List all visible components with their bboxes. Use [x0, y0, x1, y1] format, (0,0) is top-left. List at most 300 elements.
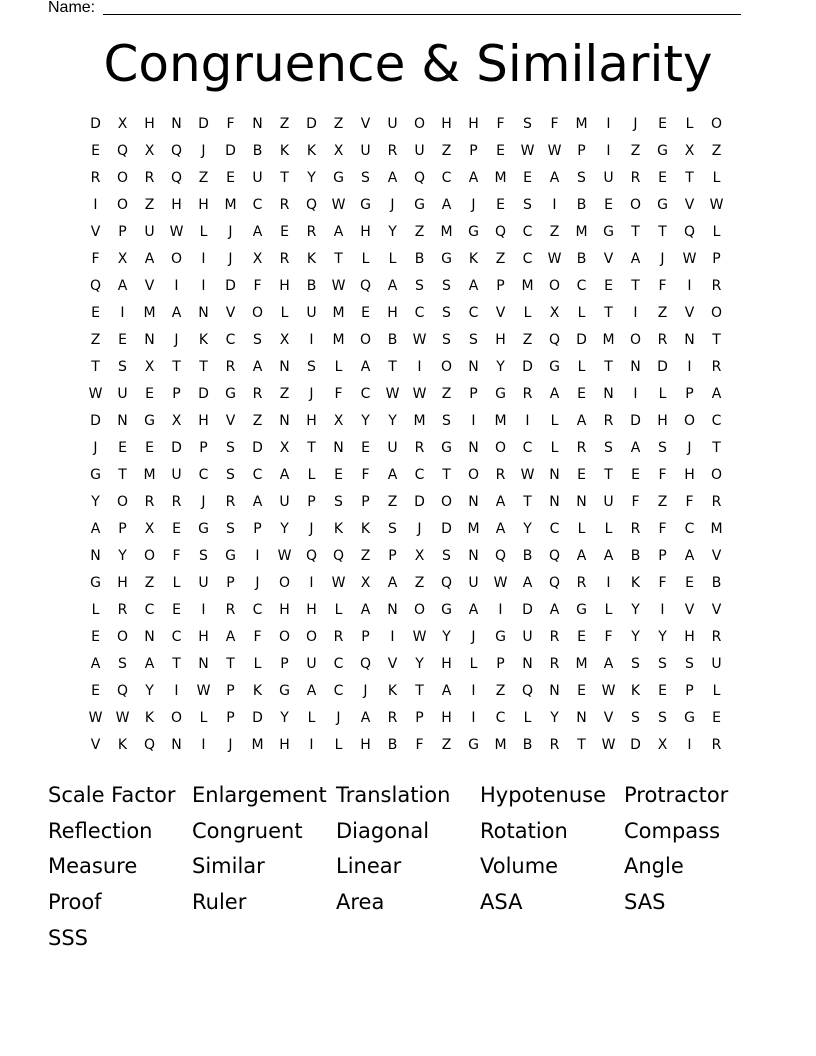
grid-letter: K	[279, 143, 290, 159]
grid-letter: U	[522, 629, 533, 645]
grid-letter: R	[252, 386, 263, 402]
grid-letter: S	[685, 656, 694, 672]
grid-letter: O	[305, 629, 318, 645]
grid-letter: G	[684, 710, 695, 726]
grid-letter: T	[712, 332, 721, 348]
grid-letter: G	[495, 386, 506, 402]
grid-letter: R	[90, 170, 101, 186]
grid-letter: P	[172, 386, 181, 402]
grid-letter: N	[171, 737, 182, 753]
grid-letter: Z	[279, 116, 290, 132]
word-list-item: Translation	[336, 783, 451, 807]
grid-letter: G	[441, 251, 452, 267]
grid-letter: D	[630, 413, 641, 429]
grid-letter: Q	[413, 170, 426, 186]
grid-letter: A	[90, 656, 101, 672]
word-list-item: Ruler	[192, 890, 247, 915]
grid-letter: A	[603, 656, 614, 672]
grid-letter: C	[522, 224, 533, 240]
grid-letter: H	[360, 737, 371, 753]
grid-letter: A	[333, 224, 344, 240]
grid-letter: E	[334, 467, 343, 483]
grid-letter: T	[577, 737, 586, 753]
word-list-item: Measure	[48, 854, 138, 879]
grid-letter: T	[685, 170, 694, 186]
grid-letter: N	[468, 494, 479, 510]
grid-letter: R	[279, 251, 290, 267]
grid-letter: W	[520, 467, 535, 483]
grid-letter: I	[255, 548, 260, 564]
grid-letter: S	[442, 332, 451, 348]
grid-letter: A	[630, 251, 641, 267]
grid-letter: J	[93, 440, 98, 456]
grid-letter: I	[93, 197, 98, 213]
grid-letter: U	[252, 170, 263, 186]
grid-letter: N	[198, 305, 209, 321]
grid-letter: E	[118, 332, 127, 348]
grid-letter: S	[307, 359, 316, 375]
grid-letter: A	[144, 251, 155, 267]
grid-letter: M	[143, 305, 156, 321]
grid-letter: S	[442, 305, 451, 321]
grid-letter: H	[279, 737, 290, 753]
grid-letter: Y	[550, 710, 559, 726]
grid-letter: M	[575, 116, 588, 132]
grid-letter: Z	[414, 575, 425, 591]
grid-letter: K	[117, 737, 128, 753]
grid-letter: C	[144, 602, 155, 618]
grid-letter: S	[442, 278, 451, 294]
grid-letter: W	[412, 629, 427, 645]
grid-letter: F	[253, 278, 262, 294]
grid-letter: Q	[116, 143, 129, 159]
grid-letter: U	[414, 143, 425, 159]
grid-letter: E	[496, 197, 505, 213]
grid-letter: R	[117, 602, 128, 618]
grid-letter: L	[712, 170, 721, 186]
grid-letter: I	[201, 737, 206, 753]
grid-letter: Z	[144, 575, 155, 591]
grid-letter: D	[252, 440, 263, 456]
grid-letter: Z	[495, 251, 506, 267]
grid-letter: D	[198, 386, 209, 402]
grid-letter: Q	[116, 683, 129, 699]
grid-letter: H	[441, 710, 452, 726]
grid-letter: S	[388, 521, 397, 537]
grid-letter: M	[710, 521, 723, 537]
grid-letter: S	[226, 521, 235, 537]
grid-letter: P	[118, 224, 127, 240]
grid-letter: W	[331, 197, 346, 213]
grid-letter: Z	[441, 386, 452, 402]
grid-letter: R	[495, 467, 506, 483]
grid-letter: D	[225, 143, 236, 159]
grid-letter: A	[90, 521, 101, 537]
grid-letter: S	[118, 359, 127, 375]
grid-letter: U	[117, 386, 128, 402]
grid-letter: L	[280, 305, 289, 321]
grid-letter: O	[494, 440, 507, 456]
grid-letter: V	[495, 305, 506, 321]
grid-letter: R	[576, 440, 587, 456]
grid-letter: O	[710, 305, 723, 321]
grid-letter: M	[494, 413, 507, 429]
grid-letter: H	[144, 116, 155, 132]
grid-letter: Q	[143, 737, 156, 753]
grid-letter: S	[253, 332, 262, 348]
grid-letter: V	[684, 197, 695, 213]
grid-letter: I	[201, 602, 206, 618]
grid-letter: O	[170, 710, 183, 726]
grid-letter: Z	[144, 197, 155, 213]
grid-letter: L	[712, 224, 721, 240]
grid-letter: W	[196, 683, 211, 699]
grid-letter: D	[630, 737, 641, 753]
grid-letter: C	[225, 332, 236, 348]
grid-letter: M	[494, 737, 507, 753]
grid-letter: J	[309, 386, 314, 402]
grid-letter: E	[577, 683, 586, 699]
grid-letter: A	[225, 629, 236, 645]
grid-letter: Z	[252, 413, 263, 429]
grid-letter: C	[684, 521, 695, 537]
grid-letter: G	[225, 386, 236, 402]
grid-letter: G	[657, 197, 668, 213]
grid-letter: K	[306, 251, 317, 267]
grid-letter: G	[144, 413, 155, 429]
grid-letter: V	[603, 710, 614, 726]
grid-letter: A	[171, 305, 182, 321]
grid-letter: I	[201, 251, 206, 267]
grid-letter: O	[683, 413, 696, 429]
grid-letter: N	[549, 683, 560, 699]
grid-letter: V	[711, 602, 722, 618]
grid-letter: I	[606, 143, 611, 159]
grid-letter: F	[91, 251, 100, 267]
grid-letter: S	[334, 494, 343, 510]
grid-letter: W	[547, 251, 562, 267]
grid-letter: X	[333, 413, 344, 429]
grid-letter: C	[549, 521, 560, 537]
word-list-item: Rotation	[480, 818, 568, 843]
grid-letter: H	[171, 197, 182, 213]
grid-letter: E	[361, 440, 370, 456]
grid-letter: H	[441, 656, 452, 672]
grid-letter: G	[360, 197, 371, 213]
grid-letter: A	[360, 602, 371, 618]
grid-letter: A	[603, 548, 614, 564]
grid-letter: D	[306, 116, 317, 132]
grid-letter: T	[307, 440, 316, 456]
grid-letter: X	[117, 116, 128, 132]
grid-letter: S	[415, 278, 424, 294]
grid-letter: B	[522, 548, 533, 564]
grid-letter: X	[414, 548, 425, 564]
grid-letter: O	[116, 629, 129, 645]
grid-letter: J	[687, 440, 692, 456]
grid-letter: O	[710, 116, 723, 132]
grid-letter: K	[306, 143, 317, 159]
grid-letter: A	[306, 683, 317, 699]
grid-letter: X	[657, 737, 668, 753]
grid-letter: H	[306, 602, 317, 618]
grid-letter: Q	[170, 170, 183, 186]
grid-letter: T	[334, 251, 343, 267]
grid-letter: I	[687, 737, 692, 753]
grid-letter: P	[685, 683, 694, 699]
grid-letter: L	[199, 224, 208, 240]
grid-letter: M	[467, 521, 480, 537]
grid-letter: Y	[631, 629, 640, 645]
grid-letter: Z	[522, 332, 533, 348]
grid-letter: H	[198, 629, 209, 645]
grid-letter: Y	[388, 413, 397, 429]
grid-letter: N	[387, 602, 398, 618]
grid-letter: T	[604, 467, 613, 483]
grid-letter: E	[280, 224, 289, 240]
grid-letter: T	[388, 359, 397, 375]
grid-letter: A	[360, 710, 371, 726]
grid-letter: W	[412, 332, 427, 348]
grid-letter: C	[414, 305, 425, 321]
grid-letter: N	[630, 359, 641, 375]
grid-letter: A	[549, 386, 560, 402]
grid-letter: C	[333, 656, 344, 672]
grid-letter: L	[685, 116, 694, 132]
grid-letter: F	[658, 278, 667, 294]
word-list-item: Congruent	[192, 818, 303, 843]
grid-letter: V	[225, 305, 236, 321]
word-list	[48, 778, 768, 956]
grid-letter: W	[331, 575, 346, 591]
grid-letter: H	[441, 116, 452, 132]
grid-letter: X	[144, 143, 155, 159]
grid-letter: R	[711, 494, 722, 510]
grid-letter: P	[658, 548, 667, 564]
grid-letter: K	[630, 575, 641, 591]
grid-letter: H	[495, 332, 506, 348]
grid-letter: R	[387, 143, 398, 159]
grid-letter: P	[226, 575, 235, 591]
grid-letter: O	[170, 251, 183, 267]
grid-letter: K	[468, 251, 479, 267]
grid-letter: U	[306, 656, 317, 672]
grid-letter: P	[280, 656, 289, 672]
grid-letter: D	[414, 494, 425, 510]
name-label: Name:	[48, 0, 96, 16]
grid-letter: V	[603, 251, 614, 267]
grid-letter: P	[415, 710, 424, 726]
grid-letter: W	[601, 737, 616, 753]
grid-letter: F	[253, 629, 262, 645]
grid-letter: Z	[198, 170, 209, 186]
grid-letter: I	[498, 602, 503, 618]
grid-letter: Y	[361, 413, 370, 429]
grid-letter: Z	[387, 494, 398, 510]
grid-letter: S	[523, 116, 532, 132]
grid-letter: T	[658, 224, 667, 240]
grid-letter: I	[174, 278, 179, 294]
grid-letter: O	[278, 629, 291, 645]
grid-letter: U	[711, 656, 722, 672]
grid-letter: F	[604, 629, 613, 645]
grid-letter: I	[525, 413, 530, 429]
grid-letter: W	[115, 710, 130, 726]
grid-letter: W	[88, 710, 103, 726]
grid-letter: T	[523, 494, 532, 510]
grid-letter: A	[360, 359, 371, 375]
grid-letter: H	[360, 224, 371, 240]
grid-letter: B	[711, 575, 722, 591]
grid-letter: O	[116, 197, 129, 213]
grid-letter: K	[333, 521, 344, 537]
grid-letter: I	[660, 602, 665, 618]
grid-letter: J	[471, 629, 476, 645]
grid-letter: Q	[494, 224, 507, 240]
grid-letter: U	[387, 440, 398, 456]
grid-letter: Y	[307, 170, 316, 186]
grid-letter: Y	[658, 629, 667, 645]
grid-letter: E	[361, 305, 370, 321]
grid-letter: T	[604, 359, 613, 375]
grid-letter: W	[412, 386, 427, 402]
grid-letter: J	[228, 224, 233, 240]
grid-letter: Q	[305, 197, 318, 213]
grid-letter: R	[549, 656, 560, 672]
grid-letter: R	[603, 413, 614, 429]
grid-letter: D	[441, 521, 452, 537]
grid-letter: F	[631, 494, 640, 510]
grid-letter: N	[468, 440, 479, 456]
letter-grid	[82, 111, 730, 759]
word-list-item: Enlargement	[192, 783, 327, 807]
grid-letter: U	[306, 305, 317, 321]
grid-letter: S	[442, 413, 451, 429]
grid-letter: Z	[630, 143, 641, 159]
grid-letter: C	[252, 197, 263, 213]
grid-letter: P	[253, 521, 262, 537]
grid-letter: U	[360, 143, 371, 159]
word-list-item: Protractor	[624, 783, 729, 807]
grid-letter: N	[576, 494, 587, 510]
grid-letter: I	[687, 359, 692, 375]
grid-letter: S	[658, 440, 667, 456]
grid-letter: U	[468, 575, 479, 591]
grid-letter: R	[711, 629, 722, 645]
grid-letter: G	[441, 440, 452, 456]
grid-letter: S	[658, 710, 667, 726]
grid-letter: O	[251, 305, 264, 321]
grid-letter: J	[363, 683, 368, 699]
grid-letter: R	[630, 170, 641, 186]
grid-letter: W	[601, 683, 616, 699]
grid-letter: Q	[305, 548, 318, 564]
grid-letter: L	[604, 521, 613, 537]
grid-letter: V	[360, 116, 371, 132]
grid-letter: A	[441, 197, 452, 213]
grid-letter: G	[468, 737, 479, 753]
word-list-item: Compass	[624, 818, 721, 843]
grid-letter: V	[711, 548, 722, 564]
grid-letter: Y	[145, 683, 154, 699]
grid-letter: L	[577, 521, 586, 537]
grid-letter: E	[712, 710, 721, 726]
grid-letter: Z	[657, 305, 668, 321]
grid-letter: O	[116, 494, 129, 510]
grid-letter: C	[441, 170, 452, 186]
grid-letter: O	[548, 278, 561, 294]
grid-letter: R	[306, 224, 317, 240]
grid-letter: K	[144, 710, 155, 726]
grid-letter: Y	[631, 602, 640, 618]
grid-letter: W	[169, 224, 184, 240]
grid-letter: J	[201, 494, 206, 510]
grid-letter: S	[226, 467, 235, 483]
grid-letter: I	[633, 386, 638, 402]
grid-letter: F	[658, 521, 667, 537]
grid-letter: I	[606, 116, 611, 132]
grid-letter: N	[549, 494, 560, 510]
grid-letter: E	[145, 386, 154, 402]
grid-letter: G	[333, 170, 344, 186]
grid-letter: W	[88, 386, 103, 402]
grid-letter: C	[333, 683, 344, 699]
grid-letter: Q	[359, 656, 372, 672]
grid-letter: Z	[441, 737, 452, 753]
grid-letter: J	[174, 332, 179, 348]
grid-letter: P	[577, 143, 586, 159]
grid-letter: N	[144, 332, 155, 348]
grid-letter: V	[144, 278, 155, 294]
grid-letter: A	[549, 170, 560, 186]
grid-letter: A	[495, 494, 506, 510]
grid-letter: V	[90, 737, 101, 753]
grid-letter: R	[144, 494, 155, 510]
grid-letter: C	[198, 467, 209, 483]
grid-letter: G	[549, 359, 560, 375]
word-list-item: Linear	[336, 854, 402, 879]
grid-letter: O	[413, 602, 426, 618]
grid-letter: S	[523, 197, 532, 213]
grid-letter: P	[226, 683, 235, 699]
grid-letter: E	[604, 278, 613, 294]
grid-letter: O	[143, 548, 156, 564]
grid-letter: F	[658, 575, 667, 591]
grid-letter: R	[711, 359, 722, 375]
grid-letter: T	[631, 224, 640, 240]
grid-letter: I	[471, 413, 476, 429]
grid-letter: E	[145, 440, 154, 456]
grid-letter: E	[577, 629, 586, 645]
grid-letter: Z	[360, 548, 371, 564]
grid-letter: S	[442, 548, 451, 564]
grid-letter: Q	[332, 548, 345, 564]
grid-letter: D	[90, 116, 101, 132]
grid-letter: Q	[683, 224, 696, 240]
grid-letter: G	[468, 224, 479, 240]
grid-letter: H	[684, 629, 695, 645]
grid-letter: Z	[549, 224, 560, 240]
grid-letter: N	[279, 413, 290, 429]
grid-letter: L	[334, 737, 343, 753]
word-list-item: Similar	[192, 854, 265, 879]
grid-letter: X	[684, 143, 695, 159]
grid-letter: A	[252, 494, 263, 510]
grid-letter: K	[630, 683, 641, 699]
grid-letter: L	[91, 602, 100, 618]
grid-letter: K	[360, 521, 371, 537]
grid-letter: E	[118, 440, 127, 456]
